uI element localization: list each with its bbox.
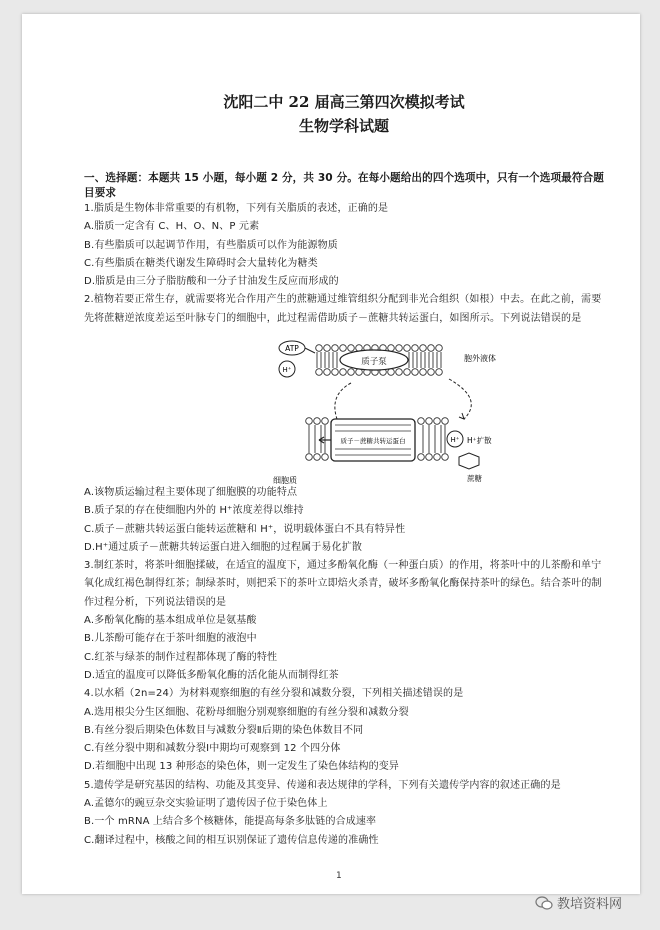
question-block-bottom	[84, 484, 604, 850]
sucrose-shape	[459, 453, 479, 469]
option-line: A.多酚氧化酶的基本组成单位是氨基酸	[84, 615, 257, 627]
question-line: 4.以水稻（2n=24）为材料观察细胞的有丝分裂和减数分裂，下列相关描述错误的是	[84, 688, 464, 700]
option-line: C.质子－蔗糖共转运蛋白能转运蔗糖和 H⁺，说明载体蛋白不具有特异性	[84, 523, 406, 535]
question-line: 5.遗传学是研究基因的结构、功能及其变异、传递和表达规律的学科，下列有关遗传学内容的叙述正确的是	[84, 779, 561, 791]
flow-arrow-right	[449, 379, 471, 419]
option-line: A.该物质运输过程主要体现了细胞膜的功能特点	[84, 487, 298, 498]
option-line: C.有丝分裂中期和减数分裂Ⅰ中期均可观察到 12 个四分体	[84, 743, 341, 755]
section-heading: 一、选择题：本题共 15 小题，每小题 2 分，共 30 分。在每小题给出的四个选项中，只有一个选项最符合题目要求	[84, 172, 604, 199]
exam-subtitle: 生物学科试题	[298, 117, 389, 135]
option-line: B.有些脂质可以起调节作用，有些脂质可以作为能源物质	[84, 239, 338, 251]
exam-paper	[22, 14, 640, 894]
option-line: C.有些脂质在糖类代谢发生障碍时会大量转化为糖类	[84, 257, 318, 269]
extracellular-label: 胞外液体	[464, 354, 496, 363]
h-plus-label-right: H⁺	[450, 436, 460, 444]
atp-label: ATP	[285, 344, 299, 353]
cotransporter-label: 质子－蔗糖共转运蛋白	[340, 437, 406, 445]
watermark	[535, 893, 622, 912]
question-line: 2.植物若要正常生存，就需要将光合作用产生的蔗糖通过维管组织分配到非光合组织（如根）中去。在此之前，需要先将蔗糖逆浓度差运至叶脉专门的细胞中，此过程需借助质子－蔗糖共转运蛋白，如图所示。下列说法错误的是	[84, 294, 602, 324]
option-line: D.脂质是由三分子脂肪酸和一分子甘油发生反应而形成的	[84, 276, 339, 288]
h-diffusion-label: H⁺扩散	[467, 436, 492, 445]
option-line: A.脂质一定含有 C、H、O、N、P 元素	[84, 221, 260, 233]
option-line: B.一个 mRNA 上结合多个核糖体，能提高每条多肽链的合成速率	[84, 816, 377, 828]
option-line: A.选用根尖分生区细胞、花粉母细胞分别观察细胞的有丝分裂和减数分裂	[84, 706, 409, 718]
cytoplasm-label: 细胞质	[273, 476, 297, 485]
question-block-top	[84, 200, 604, 328]
cotransport-diagram	[259, 339, 499, 487]
flow-arrow-left	[335, 383, 351, 419]
option-line: C.红茶与绿茶的制作过程都体现了酶的特性	[84, 651, 278, 663]
watermark-text: 教培资料网	[557, 897, 623, 912]
proton-pump-label: 质子泵	[361, 357, 387, 367]
option-line: D.若细胞中出现 13 种形态的染色体，则一定发生了染色体结构的变异	[84, 761, 400, 773]
option-line: C.翻译过程中，核酸之间的相互识别保证了遗传信息传递的准确性	[84, 834, 379, 846]
question-line: 3.制红茶时，将茶叶细胞揉破，在适宜的温度下，通过多酚氧化酶（一种蛋白质）的作用，将茶叶中的儿茶酚和单宁氧化成红褐色制得红茶；制绿茶时，则把采下的茶叶立即焙火杀青，破坏多酚氧化酶保持茶叶的绿色。结合茶叶的制作过程分析，下列说法错误的是	[84, 560, 602, 608]
option-line: B.质子泵的存在使细胞内外的 H⁺浓度差得以维持	[84, 505, 304, 517]
option-line: B.儿茶酚可能存在于茶叶细胞的液泡中	[84, 633, 257, 645]
h-plus-label-top: H⁺	[282, 366, 292, 374]
atp-arrow	[305, 348, 315, 353]
option-line: D.H⁺通过质子－蔗糖共转运蛋白进入细胞的过程属于易化扩散	[84, 541, 363, 553]
wechat-icon	[535, 896, 553, 910]
option-line: B.有丝分裂后期染色体数目与减数分裂Ⅱ后期的染色体数目不同	[84, 724, 364, 736]
page-number: 1	[336, 871, 342, 881]
sucrose-label: 蔗糖	[467, 474, 482, 483]
option-line: D.适宜的温度可以降低多酚氧化酶的活化能从而制得红茶	[84, 669, 339, 681]
question-line: 1.脂质是生物体非常重要的有机物，下列有关脂质的表述，正确的是	[84, 203, 389, 214]
option-line: A.孟德尔的豌豆杂交实验证明了遗传因子位于染色体上	[84, 798, 328, 810]
exam-title: 沈阳二中 22 届高三第四次模拟考试	[223, 93, 465, 111]
